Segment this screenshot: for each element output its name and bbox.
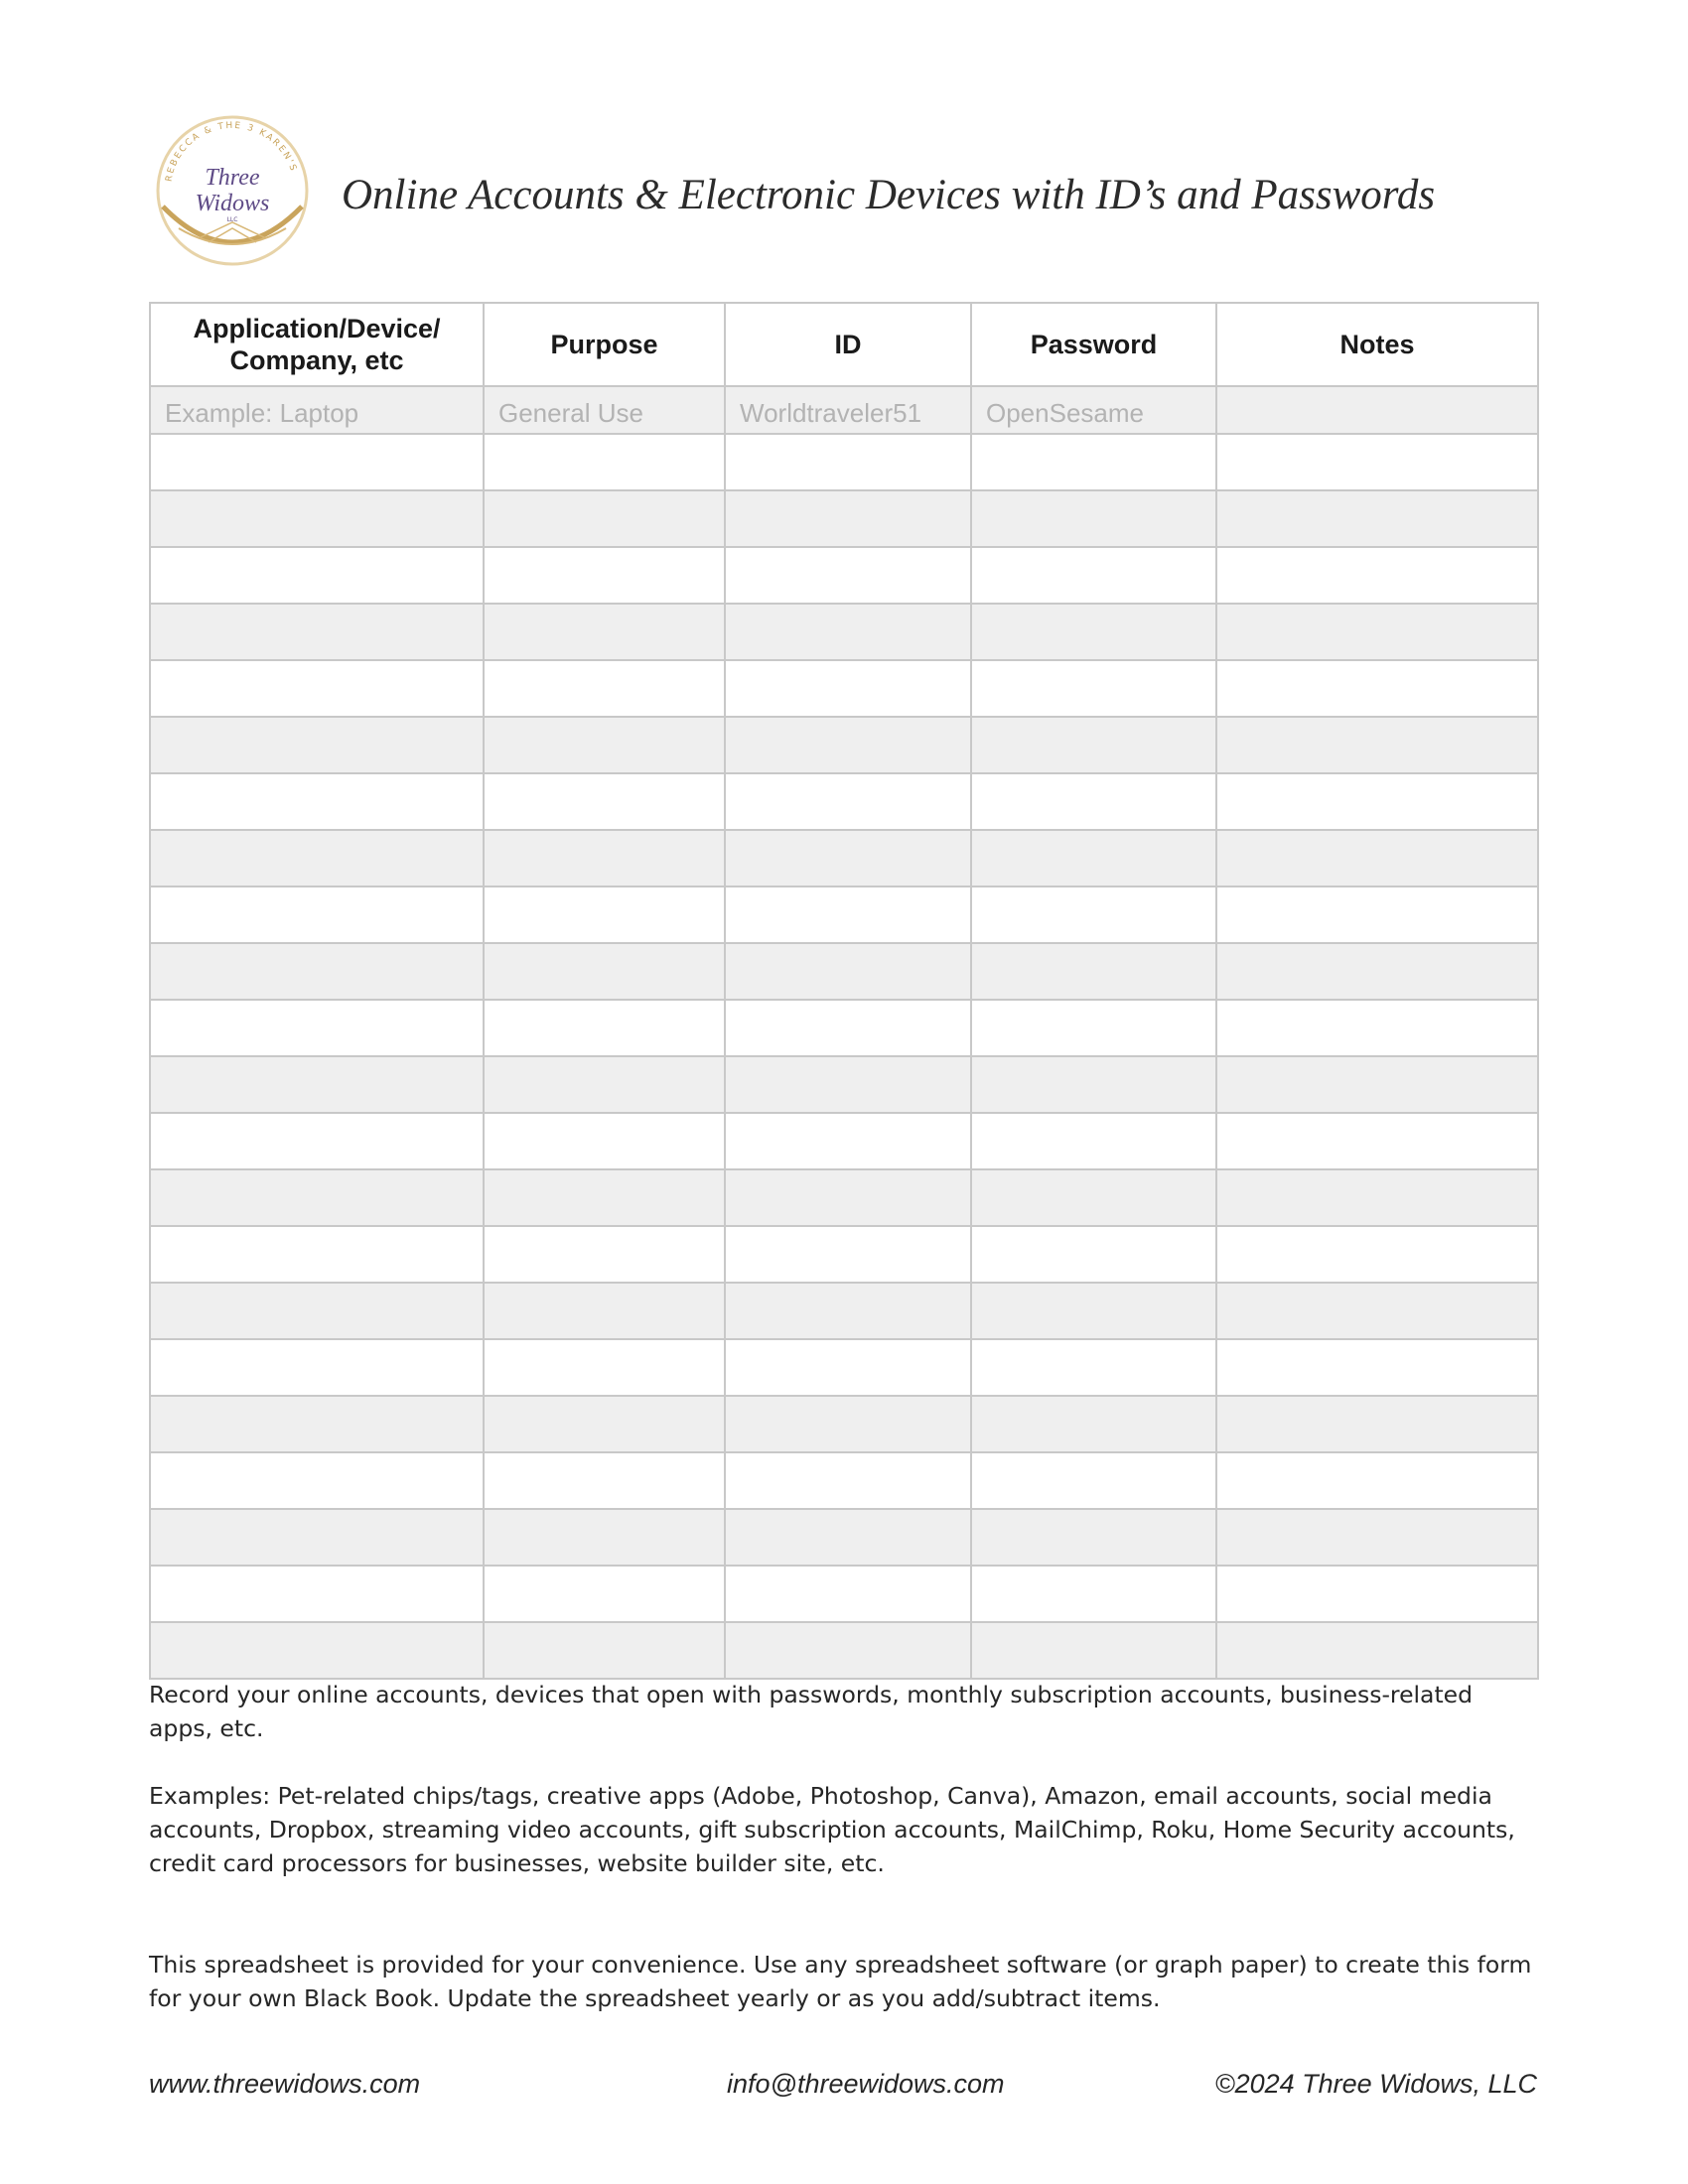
password-cell[interactable] bbox=[971, 1622, 1216, 1679]
column-header-id: ID bbox=[725, 303, 971, 386]
purpose-cell[interactable] bbox=[484, 660, 725, 717]
notes-cell[interactable] bbox=[1216, 1283, 1538, 1339]
column-header-application: Application/Device/ Company, etc bbox=[150, 303, 484, 386]
table-row bbox=[150, 943, 1538, 1000]
id-cell[interactable] bbox=[725, 1056, 971, 1113]
table-row bbox=[150, 1226, 1538, 1283]
application-cell[interactable] bbox=[150, 1396, 484, 1452]
notes-cell[interactable] bbox=[1216, 830, 1538, 887]
table-row bbox=[150, 1056, 1538, 1113]
footer-copyright: ©2024 Three Widows, LLC bbox=[1214, 2069, 1537, 2099]
column-header-purpose: Purpose bbox=[484, 303, 725, 386]
application-cell[interactable] bbox=[150, 1509, 484, 1566]
purpose-cell[interactable] bbox=[484, 1452, 725, 1509]
table-row bbox=[150, 660, 1538, 717]
password-cell[interactable] bbox=[971, 604, 1216, 660]
notes-cell[interactable] bbox=[1216, 1226, 1538, 1283]
purpose-cell[interactable] bbox=[484, 604, 725, 660]
purpose-cell[interactable] bbox=[484, 830, 725, 887]
password-cell[interactable] bbox=[971, 547, 1216, 604]
notes-cell[interactable] bbox=[1216, 1056, 1538, 1113]
table-row bbox=[150, 1113, 1538, 1169]
password-cell[interactable] bbox=[971, 830, 1216, 887]
table-row bbox=[150, 1566, 1538, 1622]
notes-cell[interactable] bbox=[1216, 1000, 1538, 1056]
application-cell[interactable] bbox=[150, 1056, 484, 1113]
purpose-cell[interactable] bbox=[484, 1566, 725, 1622]
notes-cell[interactable] bbox=[1216, 1113, 1538, 1169]
table-row bbox=[150, 887, 1538, 943]
logo-emblem bbox=[149, 111, 316, 268]
id-cell[interactable] bbox=[725, 1452, 971, 1509]
id-cell[interactable] bbox=[725, 1566, 971, 1622]
purpose-cell[interactable] bbox=[484, 1622, 725, 1679]
page-title: Online Accounts & Electronic Devices with ID’s and Passwords bbox=[342, 172, 1436, 218]
application-cell[interactable] bbox=[150, 1622, 484, 1679]
password-cell[interactable] bbox=[971, 1113, 1216, 1169]
purpose-cell[interactable] bbox=[484, 1283, 725, 1339]
password-cell[interactable] bbox=[971, 773, 1216, 830]
id-cell[interactable] bbox=[725, 717, 971, 773]
notes-cell[interactable] bbox=[1216, 547, 1538, 604]
purpose-cell[interactable] bbox=[484, 490, 725, 547]
table-row bbox=[150, 604, 1538, 660]
application-cell[interactable] bbox=[150, 490, 484, 547]
logo-text-line1: Three bbox=[205, 165, 260, 191]
logo-text-line2: Widows bbox=[195, 191, 270, 216]
purpose-cell[interactable] bbox=[484, 717, 725, 773]
notes-cell[interactable] bbox=[1216, 717, 1538, 773]
purpose-cell[interactable] bbox=[484, 1226, 725, 1283]
notes-cell[interactable] bbox=[1216, 434, 1538, 490]
application-cell[interactable] bbox=[150, 604, 484, 660]
table-row bbox=[150, 773, 1538, 830]
footer-email-link[interactable]: info@threewidows.com bbox=[727, 2069, 1005, 2099]
id-cell[interactable] bbox=[725, 434, 971, 490]
example-id-cell: Worldtraveler51 bbox=[725, 386, 971, 434]
id-cell[interactable] bbox=[725, 830, 971, 887]
convenience-paragraph: This spreadsheet is provided for your convenience. Use any spreadsheet software (or graph paper) to create this form for your own Black Book. Update the spreadsheet yearly or as you add/subtract items. bbox=[149, 1951, 1532, 2012]
application-cell[interactable] bbox=[150, 1452, 484, 1509]
table-row bbox=[150, 1452, 1538, 1509]
notes-cell[interactable] bbox=[1216, 887, 1538, 943]
id-cell[interactable] bbox=[725, 1000, 971, 1056]
application-cell[interactable] bbox=[150, 830, 484, 887]
footer-website-link[interactable]: www.threewidows.com bbox=[149, 2069, 421, 2099]
example-password-cell: OpenSesame bbox=[971, 386, 1216, 434]
table-row bbox=[150, 1169, 1538, 1226]
id-cell[interactable] bbox=[725, 1226, 971, 1283]
table-row bbox=[150, 717, 1538, 773]
password-cell[interactable] bbox=[971, 717, 1216, 773]
id-cell[interactable] bbox=[725, 1339, 971, 1396]
id-cell[interactable] bbox=[725, 604, 971, 660]
password-cell[interactable] bbox=[971, 1000, 1216, 1056]
application-cell[interactable] bbox=[150, 434, 484, 490]
password-cell[interactable] bbox=[971, 1226, 1216, 1283]
table-row bbox=[150, 1000, 1538, 1056]
application-cell[interactable] bbox=[150, 660, 484, 717]
id-cell[interactable] bbox=[725, 1396, 971, 1452]
password-cell[interactable] bbox=[971, 490, 1216, 547]
password-cell[interactable] bbox=[971, 1056, 1216, 1113]
notes-cell[interactable] bbox=[1216, 1566, 1538, 1622]
application-cell[interactable] bbox=[150, 717, 484, 773]
table-row bbox=[150, 1283, 1538, 1339]
id-cell[interactable] bbox=[725, 660, 971, 717]
table-row bbox=[150, 1509, 1538, 1566]
id-cell[interactable] bbox=[725, 773, 971, 830]
password-cell[interactable] bbox=[971, 1169, 1216, 1226]
purpose-cell[interactable] bbox=[484, 1169, 725, 1226]
notes-cell[interactable] bbox=[1216, 1169, 1538, 1226]
application-cell[interactable] bbox=[150, 773, 484, 830]
purpose-cell[interactable] bbox=[484, 1113, 725, 1169]
table-row bbox=[150, 1396, 1538, 1452]
notes-cell[interactable] bbox=[1216, 604, 1538, 660]
purpose-cell[interactable] bbox=[484, 1056, 725, 1113]
notes-cell[interactable] bbox=[1216, 660, 1538, 717]
purpose-cell[interactable] bbox=[484, 943, 725, 1000]
purpose-cell[interactable] bbox=[484, 1000, 725, 1056]
application-cell[interactable] bbox=[150, 1169, 484, 1226]
password-cell[interactable] bbox=[971, 434, 1216, 490]
table-row bbox=[150, 434, 1538, 490]
application-cell[interactable] bbox=[150, 943, 484, 1000]
example-notes-cell bbox=[1216, 386, 1538, 434]
password-cell[interactable] bbox=[971, 1396, 1216, 1452]
password-cell[interactable] bbox=[971, 1339, 1216, 1396]
example-application-cell: Example: Laptop bbox=[150, 386, 484, 434]
column-header-password: Password bbox=[971, 303, 1216, 386]
password-cell[interactable] bbox=[971, 943, 1216, 1000]
password-cell[interactable] bbox=[971, 1566, 1216, 1622]
notes-cell[interactable] bbox=[1216, 1622, 1538, 1679]
example-row bbox=[150, 386, 1538, 434]
password-cell[interactable] bbox=[971, 1509, 1216, 1566]
password-cell[interactable] bbox=[971, 1283, 1216, 1339]
purpose-cell[interactable] bbox=[484, 1339, 725, 1396]
company-logo bbox=[149, 111, 316, 268]
password-cell[interactable] bbox=[971, 660, 1216, 717]
table-header-row bbox=[150, 303, 1538, 386]
purpose-cell[interactable] bbox=[484, 887, 725, 943]
notes-cell[interactable] bbox=[1216, 1509, 1538, 1566]
notes-cell[interactable] bbox=[1216, 1339, 1538, 1396]
instructions-paragraph: Record your online accounts, devices that open with passwords, monthly subscription accounts, business-related apps, etc. bbox=[149, 1681, 1474, 1742]
purpose-cell[interactable] bbox=[484, 434, 725, 490]
password-cell[interactable] bbox=[971, 1452, 1216, 1509]
notes-cell[interactable] bbox=[1216, 943, 1538, 1000]
id-cell[interactable] bbox=[725, 1622, 971, 1679]
accounts-table bbox=[149, 302, 1539, 1680]
application-cell[interactable] bbox=[150, 1339, 484, 1396]
table-row bbox=[150, 547, 1538, 604]
id-cell[interactable] bbox=[725, 1509, 971, 1566]
purpose-cell[interactable] bbox=[484, 547, 725, 604]
table-row bbox=[150, 1339, 1538, 1396]
table-row bbox=[150, 490, 1538, 547]
table-row bbox=[150, 830, 1538, 887]
purpose-cell[interactable] bbox=[484, 1396, 725, 1452]
application-cell[interactable] bbox=[150, 1113, 484, 1169]
notes-cell[interactable] bbox=[1216, 1396, 1538, 1452]
purpose-cell[interactable] bbox=[484, 1509, 725, 1566]
notes-cell[interactable] bbox=[1216, 1452, 1538, 1509]
application-cell[interactable] bbox=[150, 1226, 484, 1283]
id-cell[interactable] bbox=[725, 490, 971, 547]
id-cell[interactable] bbox=[725, 943, 971, 1000]
logo-llc: LLC bbox=[226, 216, 238, 223]
application-cell[interactable] bbox=[150, 887, 484, 943]
id-cell[interactable] bbox=[725, 1169, 971, 1226]
examples-paragraph: Examples: Pet-related chips/tags, creative apps (Adobe, Photoshop, Canva), Amazon, email accounts, social media accounts, Dropbox, streaming video accounts, gift subscription accounts, MailChimp, Roku, Home Security accounts, credit card processors for businesses, website builder site, etc. bbox=[149, 1782, 1515, 1877]
application-cell[interactable] bbox=[150, 1566, 484, 1622]
id-cell[interactable] bbox=[725, 1283, 971, 1339]
password-cell[interactable] bbox=[971, 887, 1216, 943]
notes-cell[interactable] bbox=[1216, 490, 1538, 547]
id-cell[interactable] bbox=[725, 547, 971, 604]
logo-ring-text: REBECCA & THE 3 KAREN'S bbox=[164, 120, 299, 183]
id-cell[interactable] bbox=[725, 1113, 971, 1169]
table-row bbox=[150, 1622, 1538, 1679]
application-cell[interactable] bbox=[150, 1283, 484, 1339]
id-cell[interactable] bbox=[725, 887, 971, 943]
example-purpose-cell: General Use bbox=[484, 386, 725, 434]
application-cell[interactable] bbox=[150, 547, 484, 604]
purpose-cell[interactable] bbox=[484, 773, 725, 830]
column-header-notes: Notes bbox=[1216, 303, 1538, 386]
notes-cell[interactable] bbox=[1216, 773, 1538, 830]
application-cell[interactable] bbox=[150, 1000, 484, 1056]
